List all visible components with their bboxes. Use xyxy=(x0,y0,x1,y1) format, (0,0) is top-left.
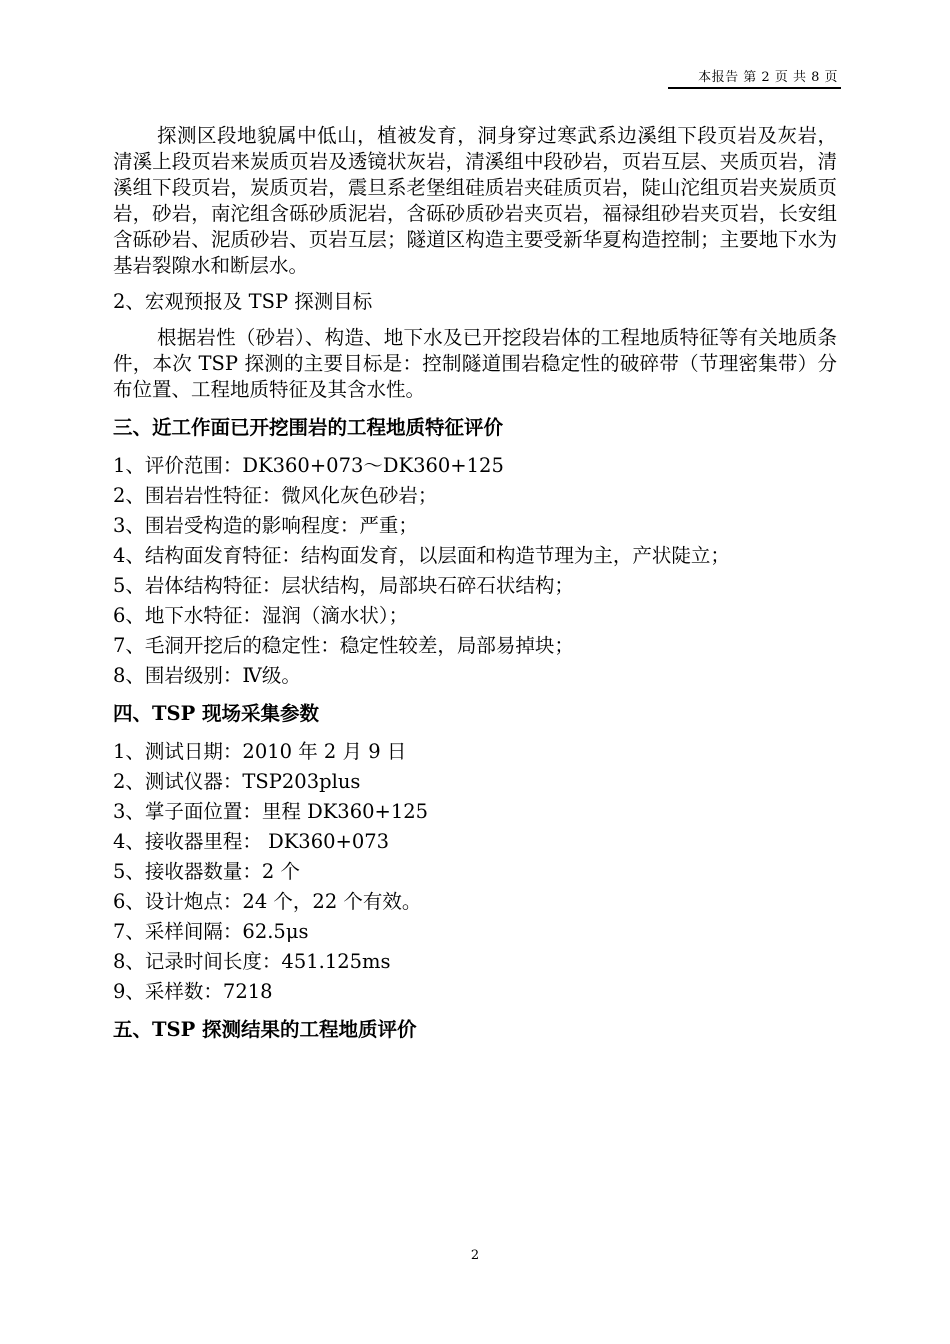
section-3-heading: 三、近工作面已开挖围岩的工程地质特征评价 xyxy=(113,416,504,439)
list-item: 7、毛洞开挖后的稳定性：稳定性较差，局部易掉块； xyxy=(113,634,574,657)
spacer xyxy=(113,403,837,413)
list-item: 1、评价范围：DK360+073～DK360+125 xyxy=(113,454,504,477)
section-5-heading: 五、TSP 探测结果的工程地质评价 xyxy=(113,1018,417,1041)
list-item: 3、掌子面位置：里程 DK360+125 xyxy=(113,800,429,823)
spacer xyxy=(113,443,837,451)
section-4-list xyxy=(113,737,837,1007)
subsection-title: 2、宏观预报及 TSP 探测目标 xyxy=(113,290,373,313)
list-item: 3、围岩受构造的影响程度：严重； xyxy=(113,514,418,537)
subsection-paragraph: 根据岩性（砂岩）、构造、地下水及已开挖段岩体的工程地质特征等有关地质条件，本次 TSP 探测的主要目标是：控制隧道围岩稳定性的破碎带（节理密集带）分布位置、工程地质特征及其含水性。 xyxy=(113,326,837,401)
list-item: 8、围岩级别：Ⅳ级。 xyxy=(113,664,301,687)
list-item: 5、接收器数量：2 个 xyxy=(113,860,301,883)
list-item: 6、设计炮点：24 个，22 个有效。 xyxy=(113,890,422,913)
page-number: 2 xyxy=(470,1248,480,1263)
list-item: 7、采样间隔：62.5μs xyxy=(113,920,309,943)
page-header: 本报告 第 2 页 共 8 页 xyxy=(698,70,838,85)
spacer xyxy=(113,1007,837,1015)
section-4-heading: 四、TSP 现场采集参数 xyxy=(113,702,320,725)
list-item: 9、采样数：7218 xyxy=(113,980,273,1003)
spacer xyxy=(113,279,837,287)
header-rule xyxy=(668,87,841,89)
intro-paragraph: 探测区段地貌属中低山，植被发育，洞身穿过寒武系边溪组下段页岩及灰岩，清溪上段页岩来炭质页岩及透镜状灰岩，清溪组中段砂岩，页岩互层、夹质页岩，清溪组下段页岩，炭质页岩，震旦系老堡组硅质岩夹硅质页岩，陡山沱组页岩夹炭质页岩，砂岩，南沱组含砾砂质泥岩，含砾砂质砂岩夹页岩，福禄组砂岩夹页岩，长安组含砾砂岩、泥质砂岩、页岩互层；隧道区构造主要受新华夏构造控制；主要地下水为基岩裂隙水和断层水。 xyxy=(113,124,837,277)
list-item: 2、围岩岩性特征：微风化灰色砂岩； xyxy=(113,484,438,507)
list-item: 8、记录时间长度：451.125ms xyxy=(113,950,391,973)
list-item: 2、测试仪器：TSP203plus xyxy=(113,770,361,793)
document-body xyxy=(113,123,837,1045)
list-item: 5、岩体结构特征：层状结构，局部块石碎石状结构； xyxy=(113,574,574,597)
list-item: 1、测试日期：2010 年 2 月 9 日 xyxy=(113,740,407,763)
spacer xyxy=(113,691,837,699)
list-item: 4、接收器里程： DK360+073 xyxy=(113,830,390,853)
spacer xyxy=(113,729,837,737)
list-item: 6、地下水特征：湿润（滴水状）； xyxy=(113,604,409,627)
list-item: 4、结构面发育特征：结构面发育，以层面和构造节理为主，产状陡立； xyxy=(113,544,730,567)
spacer xyxy=(113,317,837,325)
section-3-list xyxy=(113,451,837,691)
